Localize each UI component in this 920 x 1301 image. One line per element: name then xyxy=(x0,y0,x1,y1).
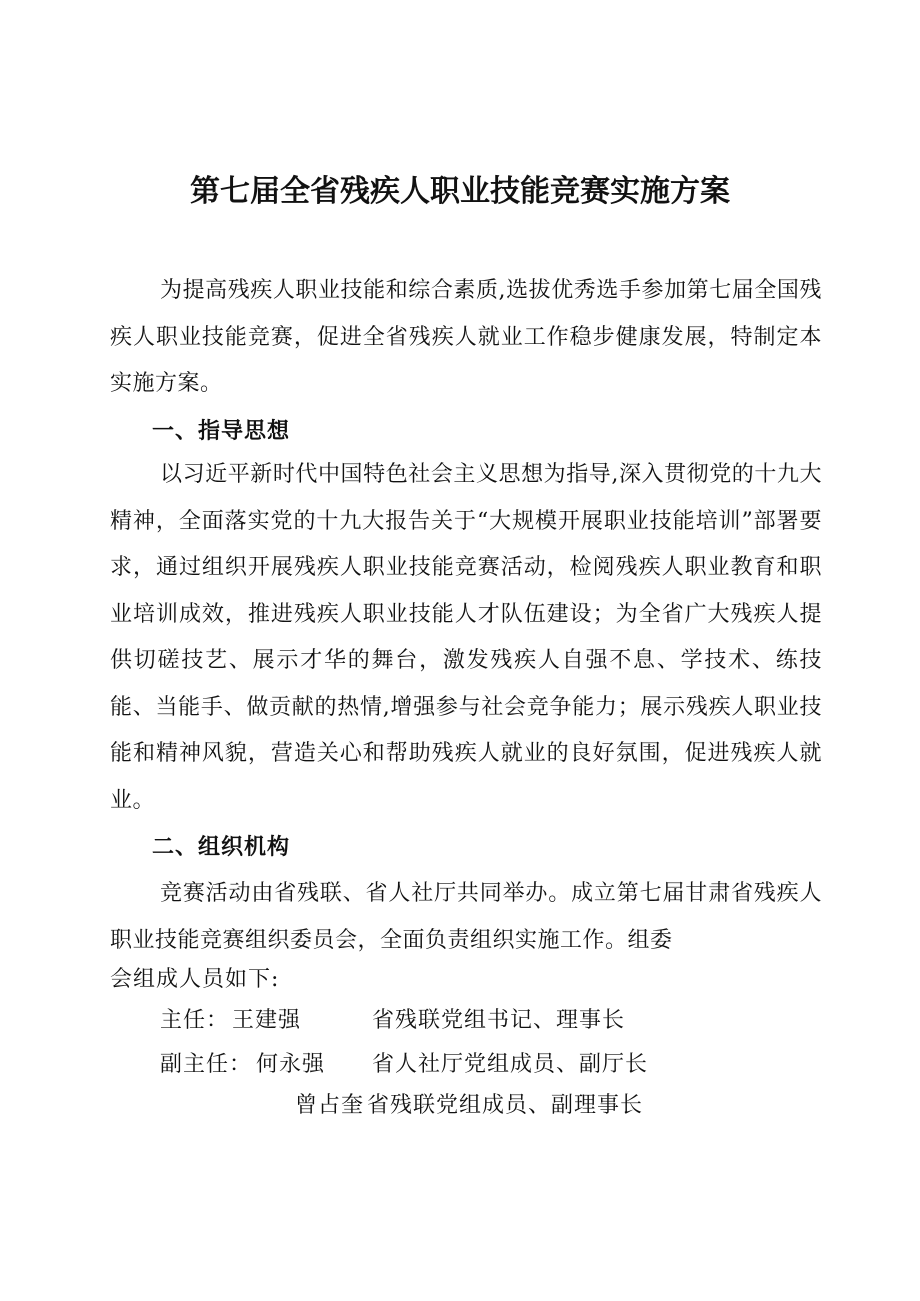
organization-continuation: 会组成人员如下: xyxy=(110,967,280,992)
member-position: 省人社厅党组成员、副厅长 xyxy=(372,1052,649,1077)
member-role: 主任： xyxy=(160,1008,230,1033)
organization-paragraph: 竞赛活动由省残联、省人社厅共同举办。成立第七届甘肃省残疾人职业技能竞赛组织委员会，全面负责组织实施工作。组委 xyxy=(110,881,822,953)
member-role: 副主任： xyxy=(160,1052,253,1077)
member-name: 何永强 xyxy=(256,1052,326,1077)
intro-paragraph: 为提高残疾人职业技能和综合素质,选拔优秀选手参加第七届全国残疾人职业技能竞赛，促进全省残疾人就业工作稳步健康发展，特制定本实施方案。 xyxy=(110,278,822,396)
section-heading-guiding-ideology: 一、指导思想 xyxy=(152,419,291,444)
member-position: 省残联党组成员、副理事长 xyxy=(367,1093,644,1118)
guiding-ideology-paragraph: 以习近平新时代中国特色社会主义思想为指导,深入贯彻党的十九大精神，全面落实党的十九大报告关于“大规模开展职业技能培训”部署要求，通过组织开展残疾人职业技能竞赛活动，检阅残疾人职业教育和职业培训成效，推进残疾人职业技能人才队伍建设；为全省广大残疾人提供切磋技艺、展示才华的舞台，激发残疾人自强不息、学技术、练技能、当能手、做贡献的热情,增强参与社会竞争能力；展示残疾人职业技能和精神风貌，营造关心和帮助残疾人就业的良好氛围，促进残疾人就业。 xyxy=(110,462,822,813)
member-position: 省残联党组书记、理事长 xyxy=(372,1008,626,1033)
document-title: 第七届全省残疾人职业技能竞赛实施方案 xyxy=(190,174,730,209)
section-heading-organization: 二、组织机构 xyxy=(152,835,291,860)
member-name: 曾占奎 xyxy=(295,1093,365,1118)
member-name: 王建强 xyxy=(232,1008,302,1033)
